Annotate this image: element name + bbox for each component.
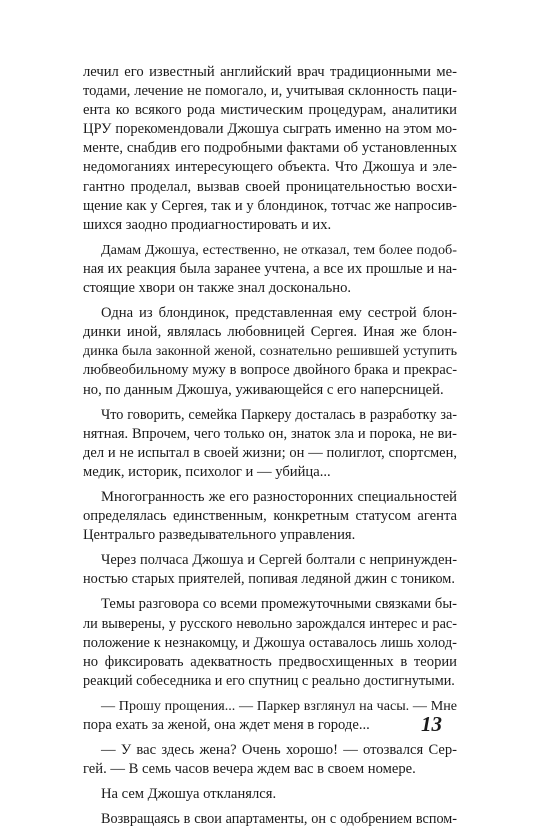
text-line: Что говорить, семейка Паркеру досталась в разработку за-	[101, 406, 457, 423]
text-line: лечил его известный английский врач традиционными ме-	[83, 64, 457, 80]
text-line: — У вас здесь жена? Очень хорошо! — отозвался Сер-	[101, 742, 457, 759]
paragraph	[83, 595, 457, 690]
text-line: Дамам Джошуа, естественно, не отказал, тем более подоб-	[101, 241, 457, 258]
text-line: динки иной, являлась любовницей Сергея. Иная же блон-	[83, 324, 457, 341]
page-number: 13	[421, 712, 442, 736]
text-line: но, по данным Джошуа, уживающейся с его наперсницей.	[83, 381, 444, 398]
text-line: пора ехать за женой, она ждет меня в городе...	[83, 717, 370, 733]
text-line: любвеобильному мужу в вопросе двойного брака и прекрас-	[83, 362, 457, 379]
text-line: динка была законной женой, сознательно решившей уступить	[83, 343, 457, 360]
text-line: положение к незнакомцу, и Джошуа оставалось лишь холод-	[83, 634, 457, 651]
paragraph	[83, 785, 457, 804]
paragraph	[83, 697, 457, 735]
text-line: нятная. Впрочем, чего только он, знаток зла и порока, не ви-	[83, 425, 457, 442]
text-line: Возвращаясь в свои апартаменты, он с одобрением вспом-	[101, 811, 457, 828]
text-line: На сем Джошуа откланялся.	[101, 786, 277, 803]
text-line: менте, снабдив его подробными фактами об установленных	[83, 140, 457, 157]
paragraph	[83, 551, 457, 589]
text-line: дел и не испытал в своей жизни; он — полиглот, спортсмен,	[83, 444, 457, 461]
paragraph	[83, 241, 457, 298]
text-line: ли выверены, у русского невольно зарождался интерес и рас-	[83, 615, 457, 632]
text-line: ная их реакция была заранее учтена, а все их прошлые и на-	[83, 260, 457, 277]
text-line: гей. — В семь часов вечера ждем вас в своем номере.	[83, 761, 416, 778]
text-line: реакций собеседника и его спутниц с реально достигнутыми.	[83, 672, 455, 689]
paragraph	[83, 810, 457, 829]
text-line: Одна из блондинок, представленная ему сестрой блон-	[101, 305, 457, 322]
text-line: Многогранность же его разносторонних специальностей	[101, 488, 457, 505]
text-line: стоящие хвори он также знал досконально.	[83, 280, 352, 297]
text-line: недомоганиях интересующего объекта. Что Джошуа и эле-	[83, 159, 457, 176]
paragraph	[83, 63, 457, 235]
paragraph	[83, 304, 457, 399]
text-line: медик, историк, психолог и — убийца...	[83, 463, 331, 480]
text-line: ента ко всякого рода мистическим процедурам, аналитики	[83, 102, 457, 119]
text-line: Темы разговора со всеми промежуточными связками бы-	[101, 596, 457, 613]
text-line: ЦРУ порекомендовали Джошуа сыграть именно на этом мо-	[83, 121, 457, 138]
text-line: но фиксировать адекватность предвосхищенных в теории	[83, 653, 457, 670]
text-line: ностью старых приятелей, попивая ледяной джин с тоником.	[83, 571, 455, 588]
paragraph	[83, 488, 457, 545]
text-line: щение как у Сергея, так и у блондинок, тотчас же напросив-	[83, 197, 457, 214]
text-line: Центральго разведывательного управления.	[83, 527, 356, 544]
paragraph	[83, 741, 457, 779]
text-line: тодами, лечение не помогало, и, учитывая склонность паци-	[83, 83, 457, 100]
text-line: гантно проделал, вызвав своей проницательностью восхи-	[83, 178, 457, 195]
text-line: Через полчаса Джошуа и Сергей болтали с непринужден-	[101, 552, 457, 569]
text-line: определялась единственным, конкретным статусом агента	[83, 508, 457, 525]
paragraph	[83, 406, 457, 482]
text-line: шихся заодно продиагностировать и их.	[83, 216, 332, 233]
text-line: — Прошу прощения... — Паркер взглянул на часы. — Мне	[101, 697, 457, 714]
body-text	[83, 63, 457, 829]
